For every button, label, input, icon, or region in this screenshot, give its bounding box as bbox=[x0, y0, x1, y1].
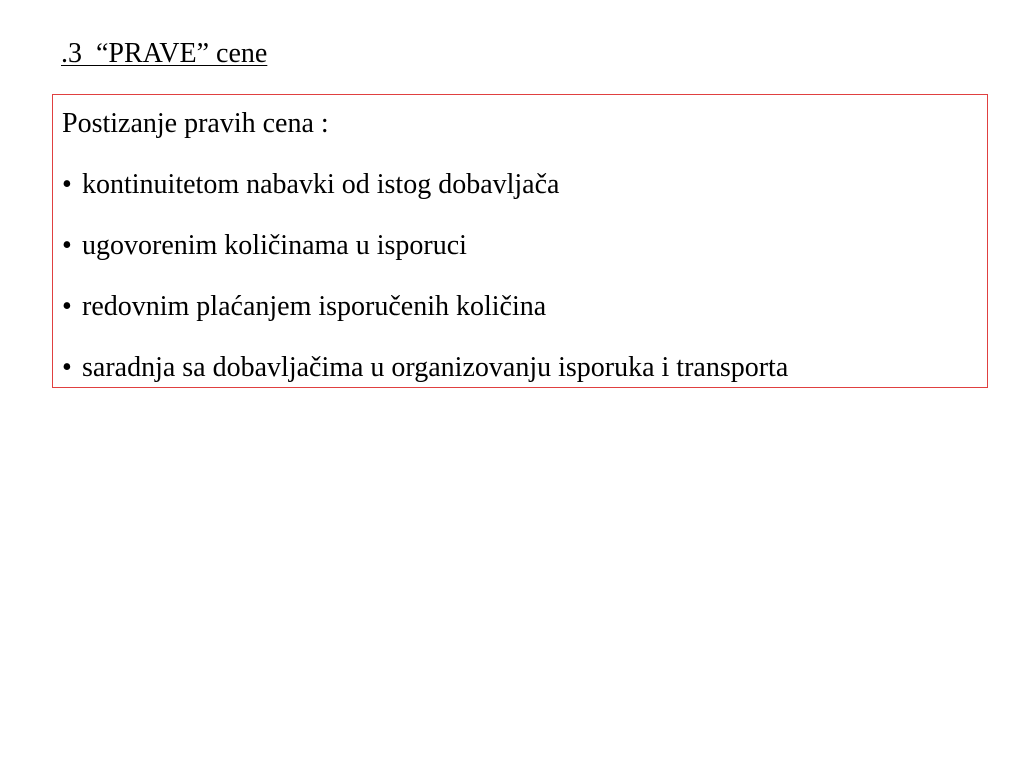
slide-heading: .3 “PRAVE” cene bbox=[61, 38, 268, 69]
bullet-text: ugovorenim količinama u isporuci bbox=[82, 230, 467, 261]
bullet-item bbox=[62, 289, 788, 350]
bullet-text: saradnja sa dobavljačima u organizovanju isporuka i transporta bbox=[82, 352, 789, 383]
bullet-text: kontinuitetom nabavki od istog dobavljača bbox=[82, 169, 560, 200]
bullet-icon: • bbox=[62, 230, 72, 261]
bullet-item bbox=[62, 350, 788, 411]
bullet-icon: • bbox=[62, 352, 72, 383]
bullet-icon: • bbox=[62, 169, 72, 200]
bullet-text: redovnim plaćanjem isporučenih količina bbox=[82, 291, 547, 322]
content-box bbox=[52, 94, 988, 388]
bullet-item bbox=[62, 228, 788, 289]
intro-text: Postizanje pravih cena : bbox=[62, 108, 329, 139]
bullet-list bbox=[62, 167, 788, 411]
bullet-item bbox=[62, 167, 788, 228]
bullet-icon: • bbox=[62, 291, 72, 322]
